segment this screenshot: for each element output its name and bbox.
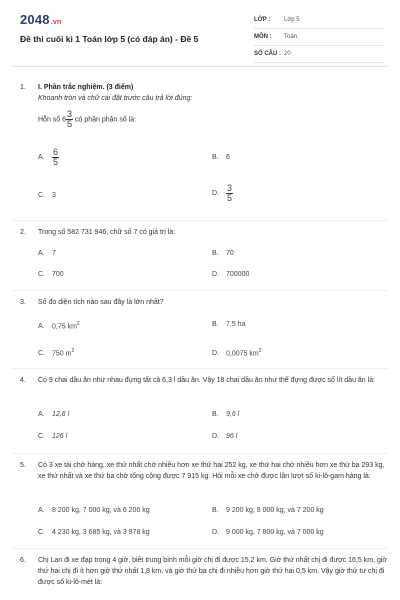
option-fraction [52, 148, 59, 167]
option-b[interactable] [212, 507, 324, 514]
option-c[interactable] [38, 348, 74, 357]
option-d[interactable] [212, 184, 233, 203]
option-label: B. [212, 411, 219, 418]
option-text: 700 [52, 271, 64, 278]
option-text: 8 200 kg, 7 000 kg, và 6 200 kg [52, 507, 150, 514]
option-text: 9 000 kg, 7 800 kg, và 7 000 kg [226, 529, 324, 536]
option-label: A. [38, 507, 45, 514]
question-divider [12, 453, 388, 454]
meta-key: SỐ CÂU : [254, 51, 281, 57]
question-number: 2. [20, 229, 26, 236]
option-text: 4 230 kg, 3 685 kg, và 3 978 kg [52, 529, 150, 536]
logo-domain: .vn [50, 19, 62, 26]
option-fraction [226, 184, 233, 203]
meta-key: MÔN : [254, 34, 272, 40]
option-label: B. [212, 250, 219, 257]
question-number: 4. [20, 377, 26, 384]
question-stem: Có 9 chai dầu ăn như nhau đựng tất cả 6,3 l dầu ăn. Vậy 18 chai dầu ăn như thế đựng được số lít dầu ăn là: [38, 377, 376, 384]
numerator: 3 [227, 183, 233, 193]
option-b[interactable] [212, 154, 230, 161]
option-label: A. [38, 323, 45, 331]
option-label: A. [38, 411, 45, 418]
question-divider [12, 368, 388, 369]
exponent: 2 [76, 321, 80, 327]
option-label: A. [38, 250, 45, 257]
option-a[interactable] [38, 148, 59, 167]
question-divider [12, 220, 388, 221]
question-divider [12, 548, 388, 549]
option-label: C. [38, 271, 45, 278]
option-text: 96 l [226, 433, 238, 440]
question-stem: Số đo diện tích nào sau đây là lớn nhất? [38, 299, 164, 306]
question-stem: Có 3 xe tải chở hàng, xe thứ nhất chở nhiều hơn xe thứ hai 252 kg, xe thứ hai chở nhiều hơn xe thứ ba 293 kg, xe thứ nhất và xe thứ ba chở tổng cộng được 7 915 kg. Hỏi mỗi xe chở được lần lượt số ki-lô-gam hàng là: [38, 462, 385, 480]
exponent: 2 [71, 348, 75, 354]
option-text: 0,0075 km [226, 350, 259, 358]
option-text: 3 [52, 192, 56, 199]
option-c[interactable] [38, 192, 56, 199]
option-a[interactable] [38, 250, 56, 257]
option-label: A. [38, 154, 45, 162]
option-d[interactable] [212, 348, 261, 357]
numerator: 3 [67, 109, 73, 119]
option-text: 9,6 l [226, 411, 240, 418]
option-text: 126 l [52, 433, 68, 440]
option-label: B. [212, 154, 219, 161]
option-label: D. [212, 529, 219, 536]
question-2 [20, 227, 390, 238]
option-text: 6 [226, 154, 230, 161]
option-text: 7 [52, 250, 56, 257]
question-stem [38, 110, 390, 129]
question-1 [20, 82, 390, 129]
question-number: 1. [20, 84, 26, 91]
site-logo[interactable] [20, 12, 61, 27]
meta-row-count [254, 46, 384, 63]
meta-key: LỚP : [254, 17, 271, 23]
question-divider [12, 290, 388, 291]
option-text: 12,6 l [52, 411, 70, 418]
stem-text: Hỗn số 6 [38, 116, 67, 124]
option-label: D. [212, 190, 219, 198]
numerator: 6 [53, 147, 59, 157]
logo-text: 2048 [20, 12, 50, 27]
option-d[interactable] [212, 529, 324, 536]
option-label: C. [38, 192, 45, 199]
option-a[interactable] [38, 411, 69, 418]
meta-value: 20 [284, 51, 291, 57]
option-c[interactable] [38, 433, 67, 440]
option-label: B. [212, 507, 219, 514]
question-6 [20, 555, 390, 588]
option-label: C. [38, 529, 45, 536]
option-d[interactable] [212, 271, 249, 278]
header-divider [12, 66, 388, 67]
exponent: 2 [258, 348, 262, 354]
option-c[interactable] [38, 271, 64, 278]
question-5 [20, 460, 390, 482]
option-label: D. [212, 271, 219, 278]
denominator: 5 [53, 157, 59, 167]
question-number: 3. [20, 299, 26, 306]
option-text: 9 200 kg, 8 000 kg, và 7 200 kg [226, 507, 324, 514]
option-text: 0,75 km [52, 323, 77, 331]
option-d[interactable] [212, 433, 237, 440]
option-label: D. [212, 433, 219, 440]
option-label: B. [212, 321, 219, 328]
meta-value: Lớp 5 [284, 17, 300, 23]
option-label: C. [38, 350, 45, 358]
stem-fraction [66, 110, 73, 129]
header [0, 0, 400, 64]
option-text: 700000 [226, 271, 250, 278]
denominator: 5 [227, 193, 233, 203]
question-number: 6. [20, 557, 26, 564]
question-3 [20, 297, 390, 308]
option-a[interactable] [38, 321, 80, 330]
option-label: C. [38, 433, 45, 440]
meta-table [254, 12, 384, 63]
stem-text-post: có phần phân số là: [75, 116, 137, 124]
option-text: 70 [226, 250, 234, 257]
option-text: 750 m [52, 350, 72, 358]
question-stem: Chị Lan đi xe đạp trong 4 giờ, biết trung bình mỗi giờ chị đi được 15,2 km. Giờ thứ nhất chị đi được 16,5 km, giờ thứ hai chị đi ít hơn giờ thứ nhất 1,8 km, và giờ thứ ba chị đi nhiều hơn giờ thứ hai 0,5 km. Vậy giờ thứ tư chị đi được số ki-lô-mét là: [38, 557, 387, 586]
option-a[interactable] [38, 507, 150, 514]
question-4 [20, 375, 390, 386]
section-title: I. Phần trắc nghiệm. (3 điểm) [38, 84, 134, 91]
option-b[interactable] [212, 250, 234, 257]
meta-row-subject [254, 29, 384, 46]
option-b[interactable] [212, 411, 239, 418]
document-title: Đề thi cuối kì 1 Toán lớp 5 (có đáp án) - Đề 5 [20, 34, 199, 44]
option-b[interactable] [212, 321, 245, 328]
question-stem: Trong số 582 731 946, chữ số 7 có giá trị là: [38, 229, 176, 236]
question-number: 5. [20, 462, 26, 469]
meta-row-class [254, 12, 384, 29]
denominator: 5 [67, 119, 73, 129]
option-text: 7,5 ha [226, 321, 246, 328]
option-label: D. [212, 350, 219, 358]
option-c[interactable] [38, 529, 150, 536]
instruction: Khoanh tròn và chữ cái đặt trước câu trả lời đúng: [38, 95, 193, 102]
meta-value: Toán [284, 34, 298, 40]
